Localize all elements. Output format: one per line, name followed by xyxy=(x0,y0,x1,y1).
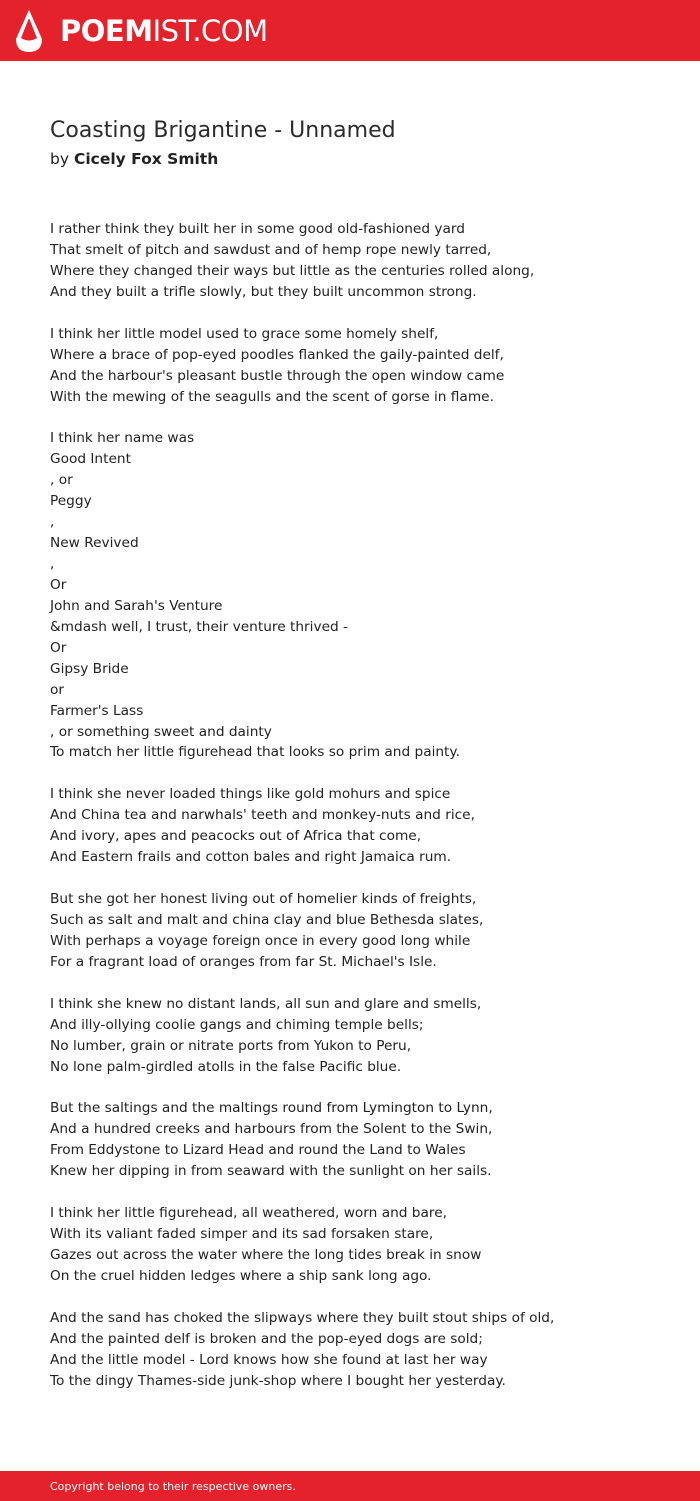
stanza-break xyxy=(50,407,670,428)
poem-line: , xyxy=(50,514,55,531)
site-header xyxy=(0,0,700,61)
poem-body xyxy=(50,219,670,1392)
stanza-break xyxy=(50,973,670,994)
poem-line: Gazes out across the water where the long tides break in snow xyxy=(50,1246,482,1263)
logo-text-bold: POEM xyxy=(60,14,153,48)
copyright-notice: Copyright belong to their respective owners. xyxy=(50,1480,296,1493)
poem-line: , or xyxy=(50,472,73,489)
poem-line: Such as salt and malt and china clay and blue Bethesda slates, xyxy=(50,911,484,928)
pencil-tip-icon xyxy=(14,9,44,53)
poem-line: Or xyxy=(50,576,67,593)
poem-title: Coasting Brigantine - Unnamed xyxy=(50,118,396,143)
poem-line: No lumber, grain or nitrate ports from Yukon to Peru, xyxy=(50,1037,412,1054)
poem-line: With perhaps a voyage foreign once in every good long while xyxy=(50,932,471,949)
poem-line: Where they changed their ways but little as the centuries rolled along, xyxy=(50,262,535,279)
poem-byline xyxy=(50,148,218,170)
poem-line: On the cruel hidden ledges where a ship sank long ago. xyxy=(50,1267,432,1284)
poem-line: New Revived xyxy=(50,535,139,552)
poem-line: I think her little model used to grace some homely shelf, xyxy=(50,325,439,342)
stanza-break xyxy=(50,1287,670,1308)
poem-line: , or something sweet and dainty xyxy=(50,723,272,740)
poem-line: With its valiant faded simper and its sad forsaken stare, xyxy=(50,1226,434,1242)
poem-line: I rather think they built her in some good old-fashioned yard xyxy=(50,221,465,237)
site-logo-link[interactable] xyxy=(14,8,268,54)
poem-line: But the saltings and the maltings round from Lymington to Lynn, xyxy=(50,1100,493,1117)
poem-line: Knew her dipping in from seaward with the sunlight on her sails. xyxy=(50,1163,492,1180)
poem-line: From Eddystone to Lizard Head and round the Land to Wales xyxy=(50,1142,466,1159)
logo-text-light: IST.COM xyxy=(152,14,268,48)
poem-line: I think her name was xyxy=(50,430,195,447)
poem-line: No lone palm-girdled atolls in the false Pacific blue. xyxy=(50,1058,402,1075)
poem-line: With the mewing of the seagulls and the scent of gorse in flame. xyxy=(50,388,494,405)
stanza-break xyxy=(50,868,670,889)
author-link[interactable]: Cicely Fox Smith xyxy=(73,150,219,168)
stanza-break xyxy=(50,763,670,784)
poem-line: , xyxy=(50,556,55,572)
poem-line: or xyxy=(50,681,65,698)
poem-line: To the dingy Thames-side junk-shop where I bought her yesterday. xyxy=(50,1372,506,1389)
poem-line: And the painted delf is broken and the pop-eyed dogs are sold; xyxy=(50,1330,483,1347)
poem-line: That smelt of pitch and sawdust and of hemp rope newly tarred, xyxy=(50,241,492,258)
site-logo-text xyxy=(60,9,268,53)
poem-line: And the sand has choked the slipways where they built stout ships of old, xyxy=(50,1309,555,1326)
poem-line: And a hundred creeks and harbours from the Solent to the Swin, xyxy=(50,1121,493,1138)
poem-line: I think she knew no distant lands, all sun and glare and smells, xyxy=(50,995,482,1012)
poem-line: Good Intent xyxy=(50,451,131,468)
site-footer xyxy=(0,1471,700,1501)
poem-line: And illy-ollying coolie gangs and chiming temple bells; xyxy=(50,1016,424,1033)
poem-line: And China tea and narwhals' teeth and monkey-nuts and rice, xyxy=(50,807,475,824)
poem-line: I think her little figurehead, all weathered, worn and bare, xyxy=(50,1205,447,1222)
poem-line: Or xyxy=(50,639,67,656)
by-label: by xyxy=(50,150,70,168)
poem-line: Farmer's Lass xyxy=(50,702,144,719)
poem-line: And the harbour's pleasant bustle through the open window came xyxy=(50,367,505,384)
poem-line: Peggy xyxy=(50,493,92,510)
poem-line: Gipsy Bride xyxy=(50,660,129,677)
stanza-break xyxy=(50,1182,670,1203)
poem-line: For a fragrant load of oranges from far St. Michael's Isle. xyxy=(50,953,437,970)
stanza-break xyxy=(50,303,670,324)
poem-line: To match her little figurehead that looks so prim and painty. xyxy=(50,744,460,761)
poem-line: And the little model - Lord knows how she found at last her way xyxy=(50,1351,488,1368)
poem-line: And Eastern frails and cotton bales and right Jamaica rum. xyxy=(50,849,452,866)
stanza-break xyxy=(50,1077,670,1098)
poem-line: But she got her honest living out of homelier kinds of freights, xyxy=(50,891,477,907)
poem-line: John and Sarah's Venture xyxy=(50,597,223,614)
poem-line: And ivory, apes and peacocks out of Africa that come, xyxy=(50,828,422,845)
poem-line: And they built a trifle slowly, but they built uncommon strong. xyxy=(50,283,477,300)
poem-line: Where a brace of pop-eyed poodles flanked the gaily-painted delf, xyxy=(50,346,504,363)
poem-line: I think she never loaded things like gold mohurs and spice xyxy=(50,786,451,803)
poem-line: &mdash well, I trust, their venture thrived - xyxy=(50,618,348,635)
